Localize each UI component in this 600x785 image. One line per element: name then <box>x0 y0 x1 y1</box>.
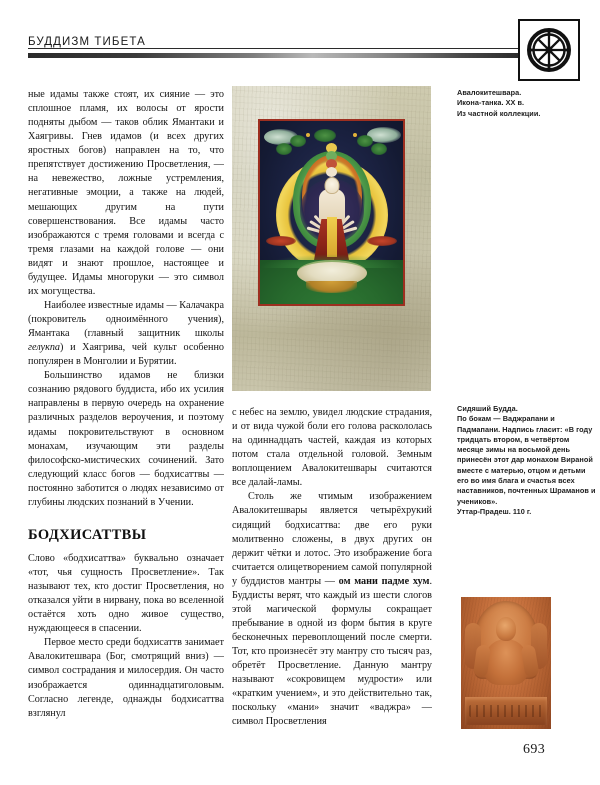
header-rule-thin <box>28 48 518 49</box>
paragraph: с небес на землю, увидел людские страдания, и от вида чужой боли его голова раскололась на одиннадцать частей, каждая из которых потом стала отдельной головой. Земным воплощением Авалокитешвары считаются все далай-ламы. <box>232 407 432 489</box>
running-title: БУДДИЗМ ТИБЕТА <box>28 36 146 48</box>
paragraph: Большинство идамов не близки сознанию рядового буддиста, ибо их усилия направлены в первую очередь на охранение различных разделов вероучения, и поэтому идамы покровительствуют в основном монахам, изучающим эти разделы философско-мистических сочинений. Зато следующий класс богов — бодхисаттвы — постоянно заботится о людях независимо от глубины людских познаний в Учении. <box>28 370 224 508</box>
text-column-middle <box>232 406 432 729</box>
deity-scarf <box>327 217 337 257</box>
page-number: 693 <box>523 742 546 757</box>
page-header <box>28 36 518 58</box>
avalokiteshvara-thangka-image <box>232 86 431 391</box>
paragraph: ные идамы также стоят, их сияние — это сплошное пламя, их волосы от ярости подняты дыбом — таков облик Ямантаки и Хаягривы. Гнев идамов (и всех других яростных богов) направлен на то, что препятствует достижению Просветления, — на невежество, ложные устремления, негативные эмоции, а также на людей, мешающих другим на пути совершенствования. Все идамы часто изображаются с тремя головами и всегда с тремя глазами на каждой голове — они видят и знают прошлое, настоящее и будущее. Идамы многоруки — это символ их могущества. <box>28 89 224 297</box>
thangka-painting-field <box>258 119 405 306</box>
section-heading: БОДХИСАТТВЫ <box>28 526 147 543</box>
flame-right <box>367 236 397 246</box>
buddha-head <box>496 617 516 641</box>
mantra-bold: ом мани падме хум <box>338 575 430 587</box>
text-column-left <box>28 88 224 721</box>
leaf-a <box>276 143 292 155</box>
sculpture-base-with-inscription <box>465 697 547 725</box>
dharma-wheel-icon <box>518 19 580 81</box>
leaf-b <box>290 135 306 147</box>
paragraph: Наиболее известные идамы — Калачакра (покровитель одноимённого учения), Ямантака (главный защитник школы гелукпа) и Хаягрива, чей культ особенно популярен в Монголии и Бурятии. <box>28 299 224 368</box>
caption-thangka: Авалокитешвара. Икона-танка. XX в. Из частной коллекции. <box>457 88 541 118</box>
gold-dot-left <box>306 133 310 137</box>
header-rule <box>28 53 518 58</box>
deity-face <box>324 177 339 194</box>
flame-left <box>266 236 296 246</box>
italic-term: гелукпа <box>28 342 61 354</box>
paragraph: Первое место среди бодхисаттв занимает Авалокитешвара (Бог, смотрящий вниз) — символ сострадания и милосердия. Он часто изображается одиннадцатиголовым. Согласно легенде, однажды бодхисаттва взглянул <box>28 637 224 719</box>
eleven-heads-stack <box>325 143 338 179</box>
caption-sculpture: Сидяший Будда. По бокам — Ваджрапани и Падмапани. Надпись гласит: «В году тридцать втором, в четвёртом месяце зимы на восьмой день принесён этот дар монахом Вираной вместе с матерью, отцом и детьми его во имя блага и счастья всех наставников, почтенных Шраманов и учеников». Уттар-Прадеш. 110 г. <box>457 404 596 516</box>
seated-buddha-sculpture-image <box>461 597 551 729</box>
paragraph: Столь же чтимым изображением Авалокитешвары является четырёхрукий сидящий бодхисаттва: две его руки молитвенно сложены, в двух других он держит чётки и лотос. Это изображение бога считается олицетворением самой популярной у буддистов мантры — ом мани падме хум. Буддисты верят, что каждый из шести слогов этой магической формулы сокращает пребывание в одной из форм бытия в круге бесконечных перевоплощений после смерти. Тот, кто произнесёт эту мантру сто тысяч раз, обретёт Просветление. Данную мантру называют «сокровищем мудрости» или «кратким учением», и это действительно так, поскольку «мани» значит «ваджра» — символ Просветления <box>232 491 432 728</box>
sculpture-surface <box>461 597 551 729</box>
leaf-c <box>371 143 387 155</box>
buddha-body <box>484 639 528 685</box>
leaf-d <box>357 135 373 147</box>
leaf-top <box>314 129 336 142</box>
lotus-throne <box>297 260 367 286</box>
gold-dot-right <box>353 133 357 137</box>
paragraph: Слово «бодхисаттва» буквально означает «тот, чья сущность Просветление». Так называют тех, кто достиг Просветления, но отказался уйти в нирвану, пока во вселенной остаётся хоть одно живое существо, нуждающееся в спасении. <box>28 552 224 635</box>
